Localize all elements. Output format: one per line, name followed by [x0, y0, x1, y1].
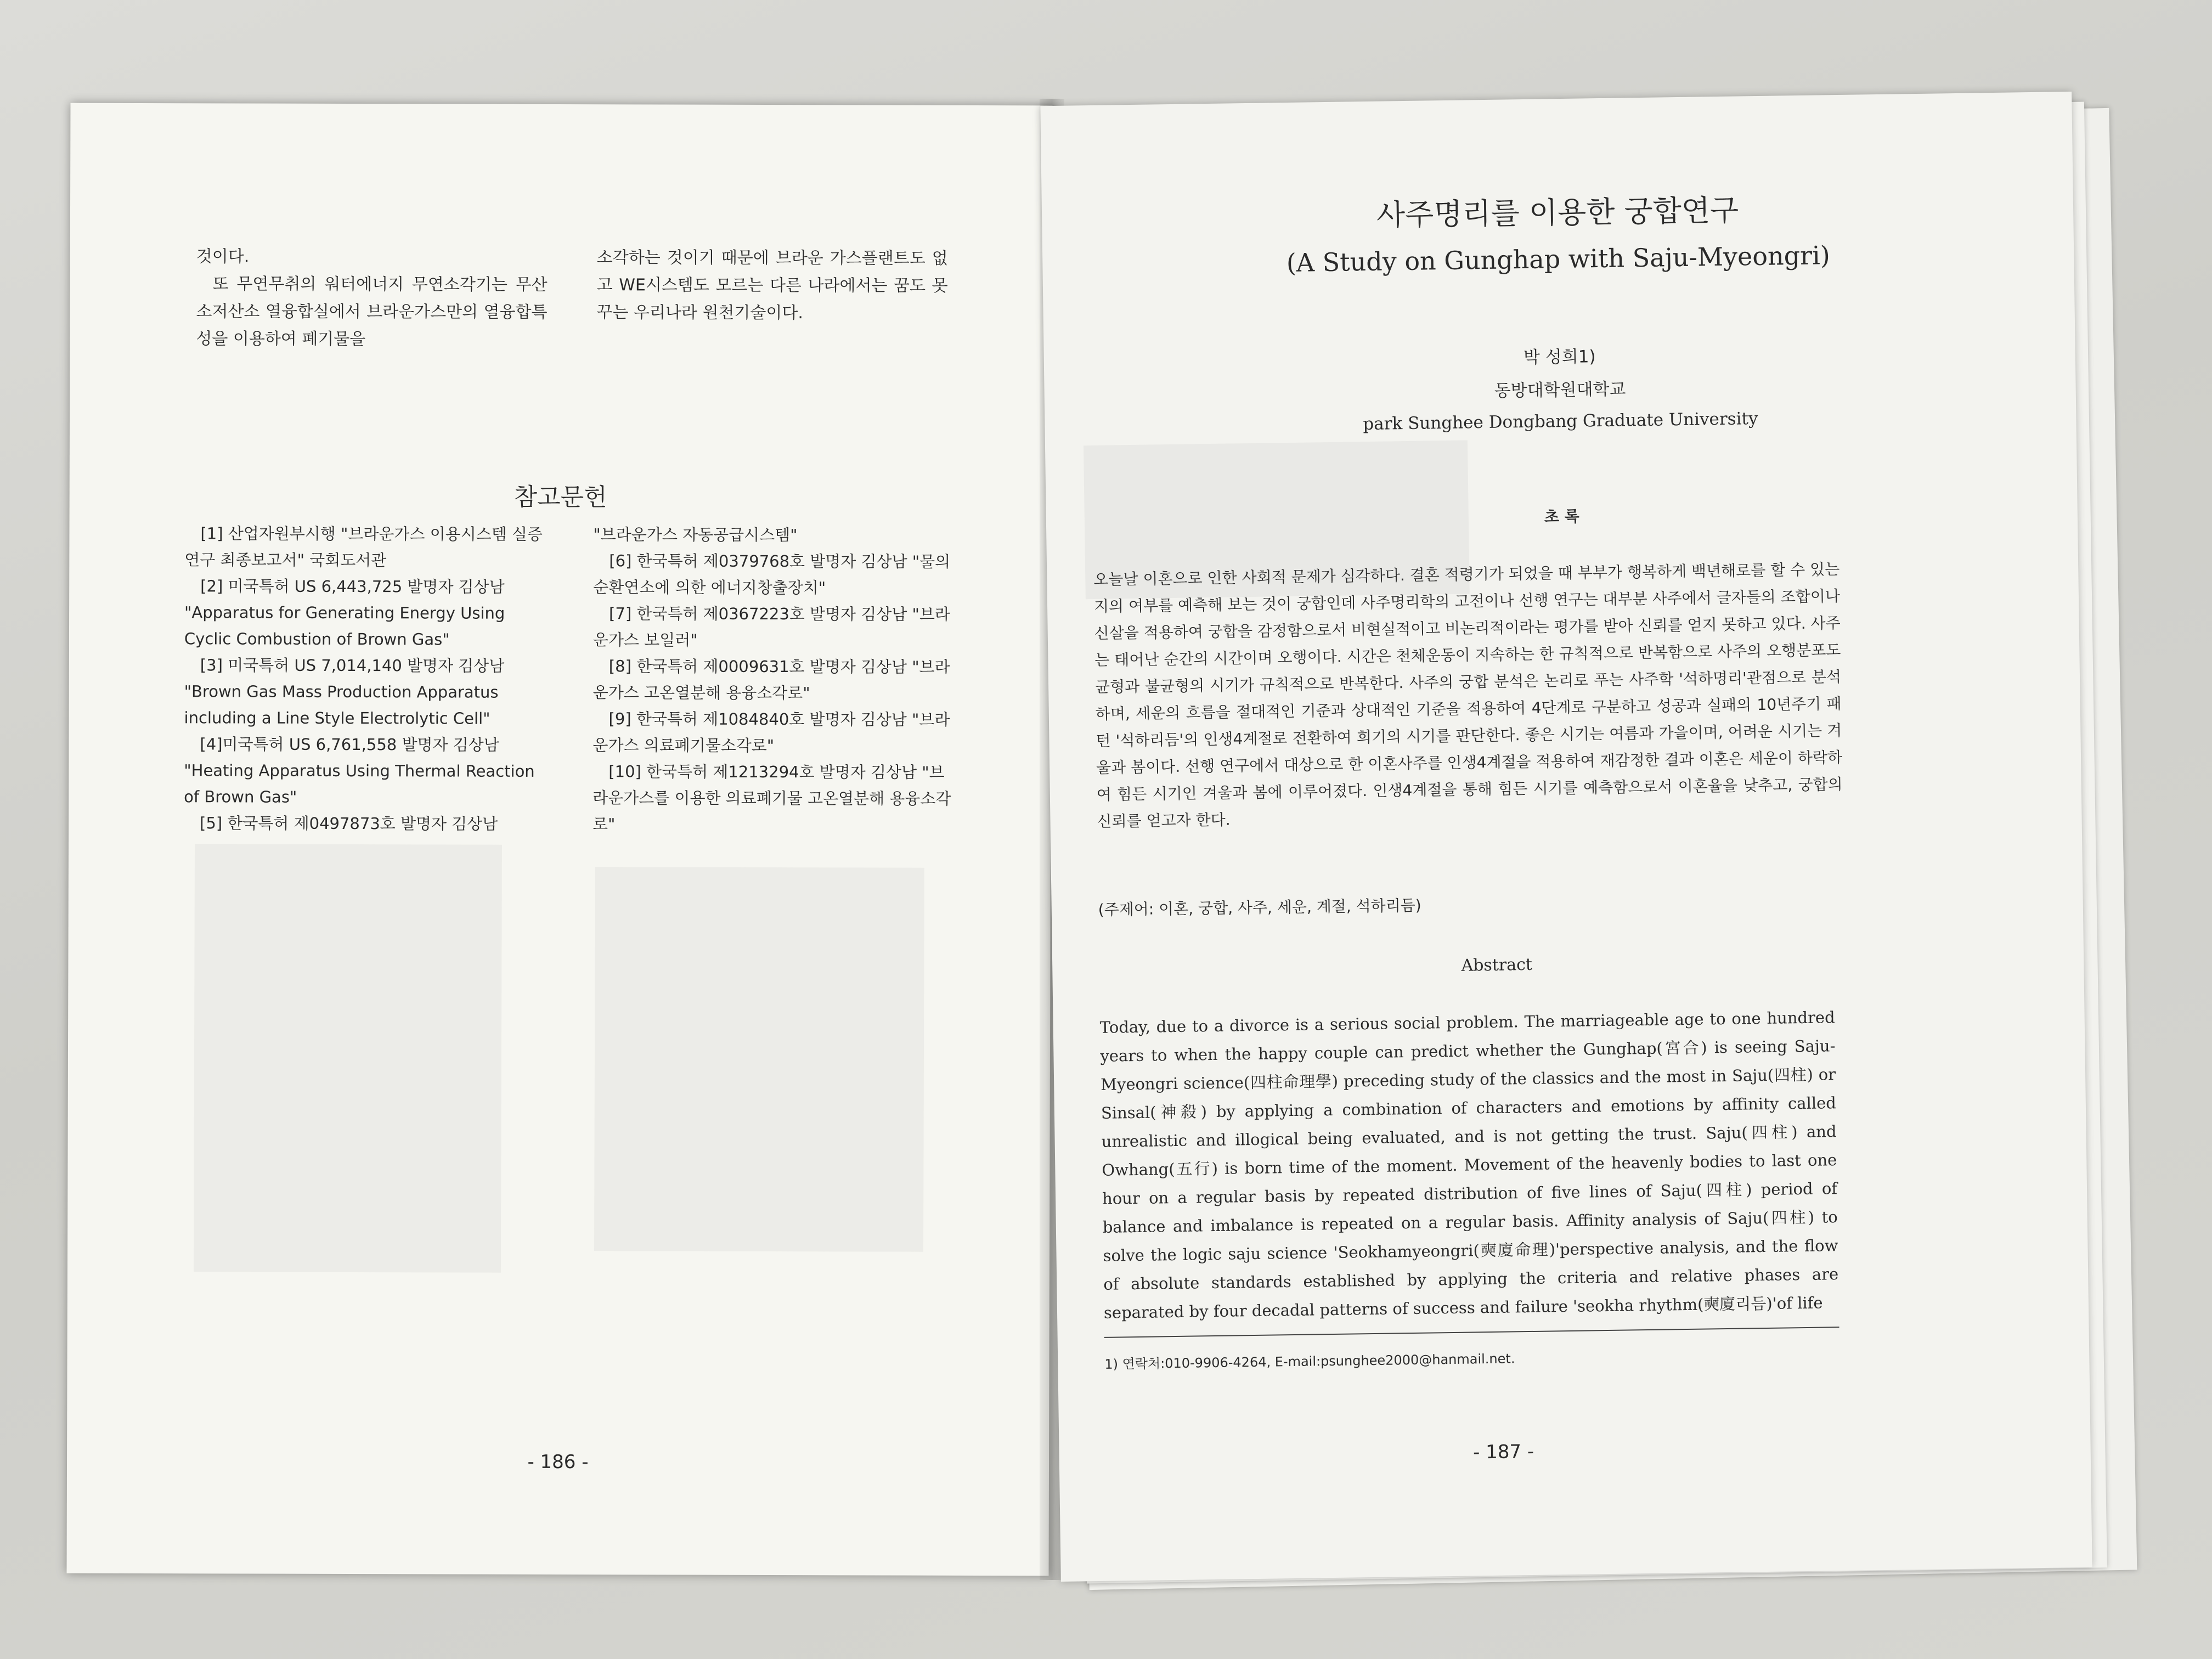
paper-title-korean: 사주명리를 이용한 궁합연구 [1376, 193, 1739, 233]
reference-item: [10] 한국특허 제1213294호 발명자 김상남 "브라운가스를 이용한 의료폐기물 고온열분해 용융소각로" [592, 762, 951, 834]
body-paragraph: 또 무연무취의 워터에너지 무연소각기는 무산소저산소 열융합실에서 브라운가스만의 열융합특성을 이용하여 폐기물을 [196, 274, 548, 349]
reference-item: [8] 한국특허 제0009631호 발명자 김상남 "브라운가스 고온열분해 용융소각로" [592, 657, 950, 703]
body-column-2 [596, 244, 947, 328]
references-column-1 [184, 520, 547, 837]
reference-item: [5] 한국특허 제0497873호 발명자 김상남 [200, 814, 498, 833]
bleed-through-shadow [594, 867, 924, 1252]
references-column-2 [592, 521, 956, 838]
english-abstract-heading: Abstract [1461, 955, 1533, 975]
reference-item: [4]미국특허 US 6,761,558 발명자 김상남 "Heating Apparatus Using Thermal Reaction of Brown Gas" [184, 735, 535, 806]
body-paragraph: 소각하는 것이기 때문에 브라운 가스플랜트도 없고 WE시스템도 모르는 다른 나라에서는 꿈도 못 꾸는 우리나라 원천기술이다. [596, 248, 948, 323]
body-paragraph: 것이다. [196, 247, 250, 267]
author-name: 박 성희1) [1523, 347, 1596, 368]
reference-item: [1] 산업자원부시행 "브라운가스 이용시스템 실증연구 최종보고서" 국회도서관 [184, 524, 543, 570]
reference-item: [2] 미국특허 US 6,443,725 발명자 김상남 "Apparatus for Generating Energy Using Cyclic Combustion of Brown Gas" [184, 577, 505, 649]
reference-item: "브라운가스 자동공급시스템" [593, 525, 798, 545]
references-heading: 참고문헌 [514, 483, 607, 512]
reference-item: [9] 한국특허 제1084840호 발명자 김상남 "브라운가스 의료폐기물소각로" [592, 709, 950, 755]
korean-abstract-body: 오늘날 이혼으로 인한 사회적 문제가 심각하다. 결혼 적령기가 되었을 때 부부가 행복하게 백년해로를 할 수 있는지의 여부를 예측해 보는 것이 궁합인데 사주명리학의 고전이나 선행 연구는 대부분 사주에서 글자들의 조합이나 신살을 적용하여 궁합을 감정함으로서 비현실적이고 비논리적이라는 평가를 받아 신뢰를 얻지 못하고 있다. 사주는 태어난 순간의 시간이며 오행이다. 시간은 천체운동이 지속하는 한 규칙적으로 반복함으로 사주의 오행분포도 균형과 불균형의 시기가 규칙적으로 반복한다. 사주의 궁합 분석은 논리로 푸는 사주학 '석하명리'관점으로 분석하며, 세운의 흐름을 절대적인 기준과 상대적인 기준을 적용하여 4단계로 구분하고 성공과 실패의 10년주기 패턴 '석하리듬'의 인생4계절로 전환하여 희기의 시기를 판단한다. 좋은 시기는 여름과 가을이며, 어려운 시기는 겨울과 봄이다. 선행 연구에서 대상으로 한 이혼사주를 인생4계절을 적용하여 재감정한 결과 이혼은 세운이 하락하여 힘든 시기인 겨울과 봄에 이루어졌다. 인생4계절을 통해 힘든 시기를 예측함으로서 이혼율을 낮추고, 궁합의 신뢰를 얻고자 한다. [1093, 560, 1843, 831]
english-abstract-body: Today, due to a divorce is a serious social problem. The marriageable age to one hundred years to when the happy couple can predict whether the Gunghap(宮合) is seeing Saju-Myeongri science(四柱命理學) preceding study of the classics and the most in Saju(四柱) or Sinsal(神殺) by applying a combination of characters and emotions by affinity called unrealistic and illogical being evaluated, and is not getting the trust. Saju(四柱) and Owhang(五行) is born time of the moment. Movement of the heavenly bodies to last one hour on a regular basis by repeated distribution of five lines of Saju(四柱) period of balance and imbalance is repeated on a regular basis. Affinity analysis of Saju(四柱) to solve the logic saju science 'Seokhamyeongri(奭廈命理)'perspective analysis, and the flow of absolute standards established by applying the criteria and relative phases are separated by four decadal patterns of success and failure 'seokha rhythm(奭廈리듬)'of life [1099, 1008, 1839, 1322]
footnote-rule [1104, 1327, 1839, 1338]
page-number: - 186 - [527, 1451, 589, 1474]
korean-abstract-heading: 초 록 [1544, 507, 1580, 526]
body-column-1 [196, 243, 548, 354]
keywords: (주제어: 이혼, 궁합, 사주, 세운, 계절, 석하리듬) [1098, 896, 1421, 919]
page-number: - 187 - [1472, 1440, 1534, 1464]
bleed-through-shadow [194, 844, 502, 1272]
right-page [1040, 92, 2092, 1582]
reference-item: [7] 한국특허 제0367223호 발명자 김상남 "브라운가스 보일러" [592, 604, 950, 650]
author-english: park Sunghee Dongbang Graduate University [1363, 409, 1758, 435]
reference-item: [3] 미국특허 US 7,014,140 발명자 김상남 "Brown Gas Mass Production Apparatus including a Line Style Electrolytic Cell" [184, 656, 505, 728]
left-page [66, 103, 1052, 1576]
author-affiliation: 동방대학원대학교 [1494, 379, 1626, 401]
footnote: 1) 연락처:010-9906-4264, E-mail:psunghee2000@hanmail.net. [1104, 1351, 1515, 1372]
reference-item: [6] 한국특허 제0379768호 발명자 김상남 "물의 순환연소에 의한 에너지창출장치" [593, 551, 951, 597]
paper-title-english: (A Study on Gunghap with Saju-Myeongri) [1286, 240, 1831, 278]
